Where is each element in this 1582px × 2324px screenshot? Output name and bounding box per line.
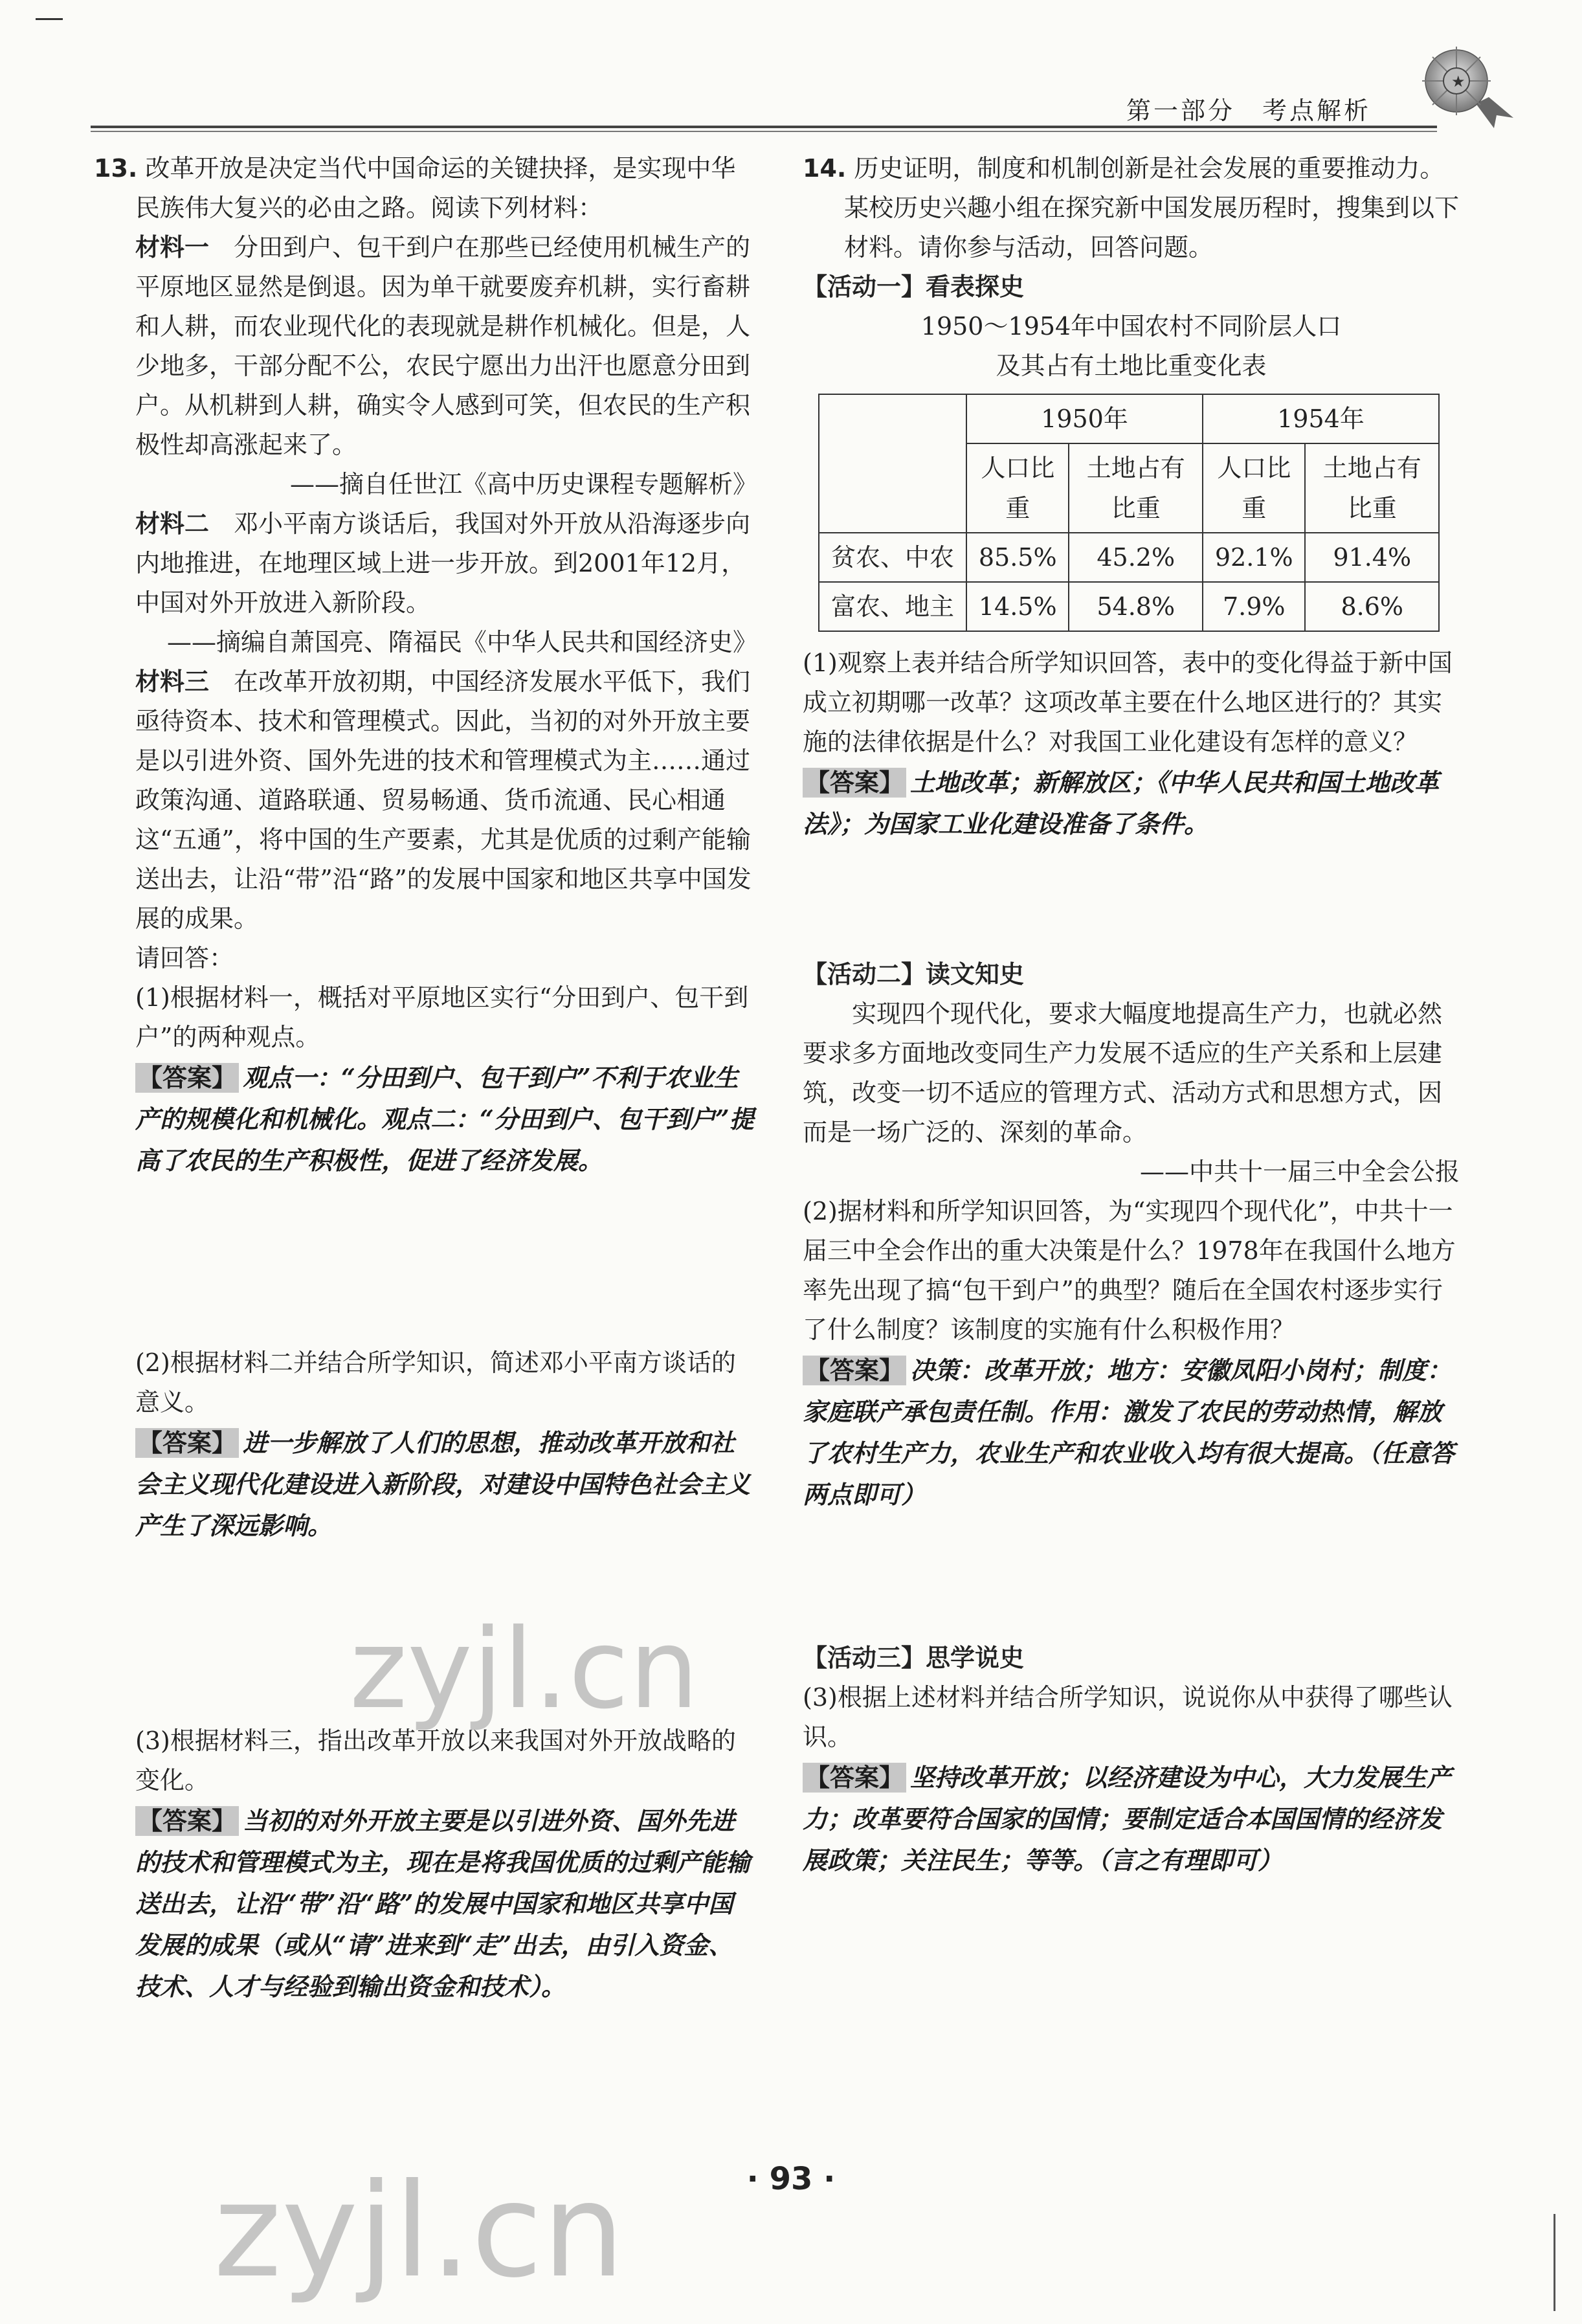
q13-sub-question-1: (1)根据材料一，概括对平原地区实行“分田到户、包干到户”的两种观点。 [135, 983, 749, 1051]
table-row [819, 533, 1439, 582]
q14-stem: 14. 历史证明，制度和机制创新是社会发展的重要推动力。某校历史兴趣小组在探究新中国发展历程时，搜集到以下材料。请你参与活动，回答问题。 [803, 154, 1460, 262]
col-header-land-1950: 土地占有比重 [1069, 443, 1203, 533]
section-header: 第一部分 考点解析 [1126, 96, 1372, 125]
table-cell: 7.9% [1203, 582, 1305, 631]
q14-answer-1: 【答案】 土地改革；新解放区；《中华人民共和国土地改革法》；为国家工业化建设准备了条件。 [803, 768, 1440, 838]
col-header-pop-1950: 人口比重 [966, 443, 1069, 533]
q14-sub-question-2: (2)据材料和所学知识回答，为“实现四个现代化”，中共十一届三中全会作出的重大决策是什么？1978年在我国什么地方率先出现了搞“包干到户”的典型？随后在全国农村逐步实行了什么制度？该制度的实施有什么积极作用？ [803, 1197, 1456, 1344]
answer-tag: 【答案】 [803, 768, 906, 798]
table-cell: 8.6% [1305, 582, 1439, 631]
material-3: 材料三 在改革开放初期，中国经济发展水平低下，我们亟待资本、技术和管理模式。因此，当初的对外开放主要是以引进外资、国外先进的技术和管理模式为主……通过政策沟通、道路联通、贸易畅通、货币流通、民心相通这“五通”，将中国的生产要素，尤其是优质的过剩产能输送出去，让沿“带”沿“路”的发展中国家和地区共享中国发展的成果。 [135, 667, 752, 933]
activity-2-heading: 【活动二】读文知史 [803, 960, 1025, 989]
q13-sub-question-3: (3)根据材料三，指出改革开放以来我国对外开放战略的变化。 [135, 1726, 736, 1794]
table-cell: 54.8% [1069, 582, 1203, 631]
q14-sub-question-1: (1)观察上表并结合所学知识回答，表中的变化得益于新中国成立初期哪一改革？这项改革主要在什么地区进行的？其实施的法律依据是什么？对我国工业化建设有怎样的意义？ [803, 649, 1453, 756]
q13-answer-1: 【答案】 观点一：“分田到户、包干到户”不利于农业生产的规模化和机械化。观点二：“分田到户、包干到户”提高了农民的生产积极性，促进了经济发展。 [135, 1063, 754, 1175]
material-1-source: ——摘自任世江《高中历史课程专题解析》 [289, 470, 757, 498]
row-label: 富农、地主 [819, 582, 966, 631]
q13-prompt: 请回答： [135, 944, 234, 972]
activity-2-quote-source: ——中共十一届三中全会公报 [1139, 1157, 1460, 1186]
watermark: zyjl.cn [214, 2156, 625, 2307]
answer-space [803, 845, 1460, 955]
svg-text:★: ★ [1451, 73, 1465, 91]
material-2-source: ——摘编自萧国亮、隋福民《中华人民共和国经济史》 [166, 628, 757, 656]
answer-tag: 【答案】 [135, 1806, 239, 1836]
page-number: · 93 · [746, 2161, 836, 2197]
answer-tag: 【答案】 [135, 1428, 239, 1458]
material-2: 材料二 邓小平南方谈话后，我国对外开放从沿海逐步向内地推进，在地理区域上进一步开放。到2001年12月，中国对外开放进入新阶段。 [135, 509, 751, 617]
header-rule-thin [91, 131, 1437, 132]
activity-2-quote: 实现四个现代化，要求大幅度地提高生产力，也就必然要求多方面地改变同生产力发展不适应的生产关系和上层建筑，改变一切不适应的管理方式、活动方式和思想方式，因而是一场广泛的、深刻的革命。 [803, 1000, 1443, 1146]
table-cell: 91.4% [1305, 533, 1439, 582]
col-header-land-1954: 土地占有比重 [1305, 443, 1439, 533]
table-cell: 14.5% [966, 582, 1069, 631]
q13-answer-3: 【答案】 当初的对外开放主要是以引进外资、国外先进的技术和管理模式为主，现在是将我国优质的过剩产能输送出去，让沿“带”沿“路”的发展中国家和地区共享中国发展的成果（或从“请”进来到“走”出去，由引入资金、技术、人才与经验到输出资金和技术）。 [135, 1806, 751, 2001]
page-edge-line [1554, 2214, 1555, 2311]
activity-1-heading: 【活动一】看表探史 [803, 273, 1025, 301]
material-1: 材料一 分田到户、包干到户在那些已经使用机械生产的平原地区显然是倒退。因为单干就要废弃机耕，实行畜耕和人耕，而农业现代化的表现就是耕作机械化。但是，人少地多，干部分配不公，农民宁愿出力出汗也愿意分田到户。从机耕到人耕，确实令人感到可笑，但农民的生产积极性却高涨起来了。 [135, 233, 751, 459]
table-header-row [819, 394, 1439, 443]
table-title-line-1: 1950～1954年中国农村不同阶层人口 [920, 312, 1342, 341]
q13-stem: 13. 改革开放是决定当代中国命运的关键抉择，是实现中华民族伟大复兴的必由之路。阅读下列材料： [94, 154, 736, 222]
activity-3-heading: 【活动三】思学说史 [803, 1644, 1025, 1672]
table-cell: 45.2% [1069, 533, 1203, 582]
q13-answer-2: 【答案】 进一步解放了人们的思想，推动改革开放和社会主义现代化建设进入新阶段，对建设中国特色社会主义产生了深远影响。 [135, 1428, 751, 1540]
row-label: 贫农、中农 [819, 533, 966, 582]
q14-number: 14. [803, 154, 847, 183]
year-header-1950: 1950年 [966, 394, 1203, 443]
answer-tag: 【答案】 [803, 1356, 906, 1385]
answer-tag: 【答案】 [135, 1063, 239, 1093]
table-cell: 92.1% [1203, 533, 1305, 582]
header-rule [91, 126, 1437, 128]
answer-space [135, 1181, 757, 1343]
table-title-line-2: 及其占有土地比重变化表 [996, 352, 1267, 380]
col-header-pop-1954: 人口比重 [1203, 443, 1305, 533]
q13-body [94, 228, 757, 2007]
corner-mark [36, 18, 63, 20]
q14-answer-2: 【答案】 决策：改革开放；地方：安徽凤阳小岗村；制度：家庭联产承包责任制。作用：激发了农民的劳动热情，解放了农村生产力，农业生产和农业收入均有很大提高。（任意答两点即可） [803, 1356, 1455, 1509]
watermark: zyjl.cn [350, 1605, 699, 1734]
q14-answer-3: 【答案】 坚持改革开放；以经济建设为中心，大力发展生产力；改革要符合国家的国情；要制定适合本国国情的经济发展政策；关注民生；等等。（言之有理即可） [803, 1763, 1452, 1875]
table-cell: 85.5% [966, 533, 1069, 582]
land-ratio-table [818, 394, 1440, 632]
question-14 [803, 149, 1460, 1881]
decorative-badge-icon [1411, 45, 1515, 129]
q14-sub-question-3: (3)根据上述材料并结合所学知识，说说你从中获得了哪些认识。 [803, 1683, 1453, 1751]
table-corner-cell [819, 394, 966, 533]
q13-sub-question-2: (2)根据材料二并结合所学知识，简述邓小平南方谈话的意义。 [135, 1348, 736, 1416]
table-row [819, 582, 1439, 631]
q13-number: 13. [94, 154, 138, 183]
answer-tag: 【答案】 [803, 1763, 906, 1793]
answer-space [803, 1515, 1460, 1638]
year-header-1954: 1954年 [1203, 394, 1439, 443]
